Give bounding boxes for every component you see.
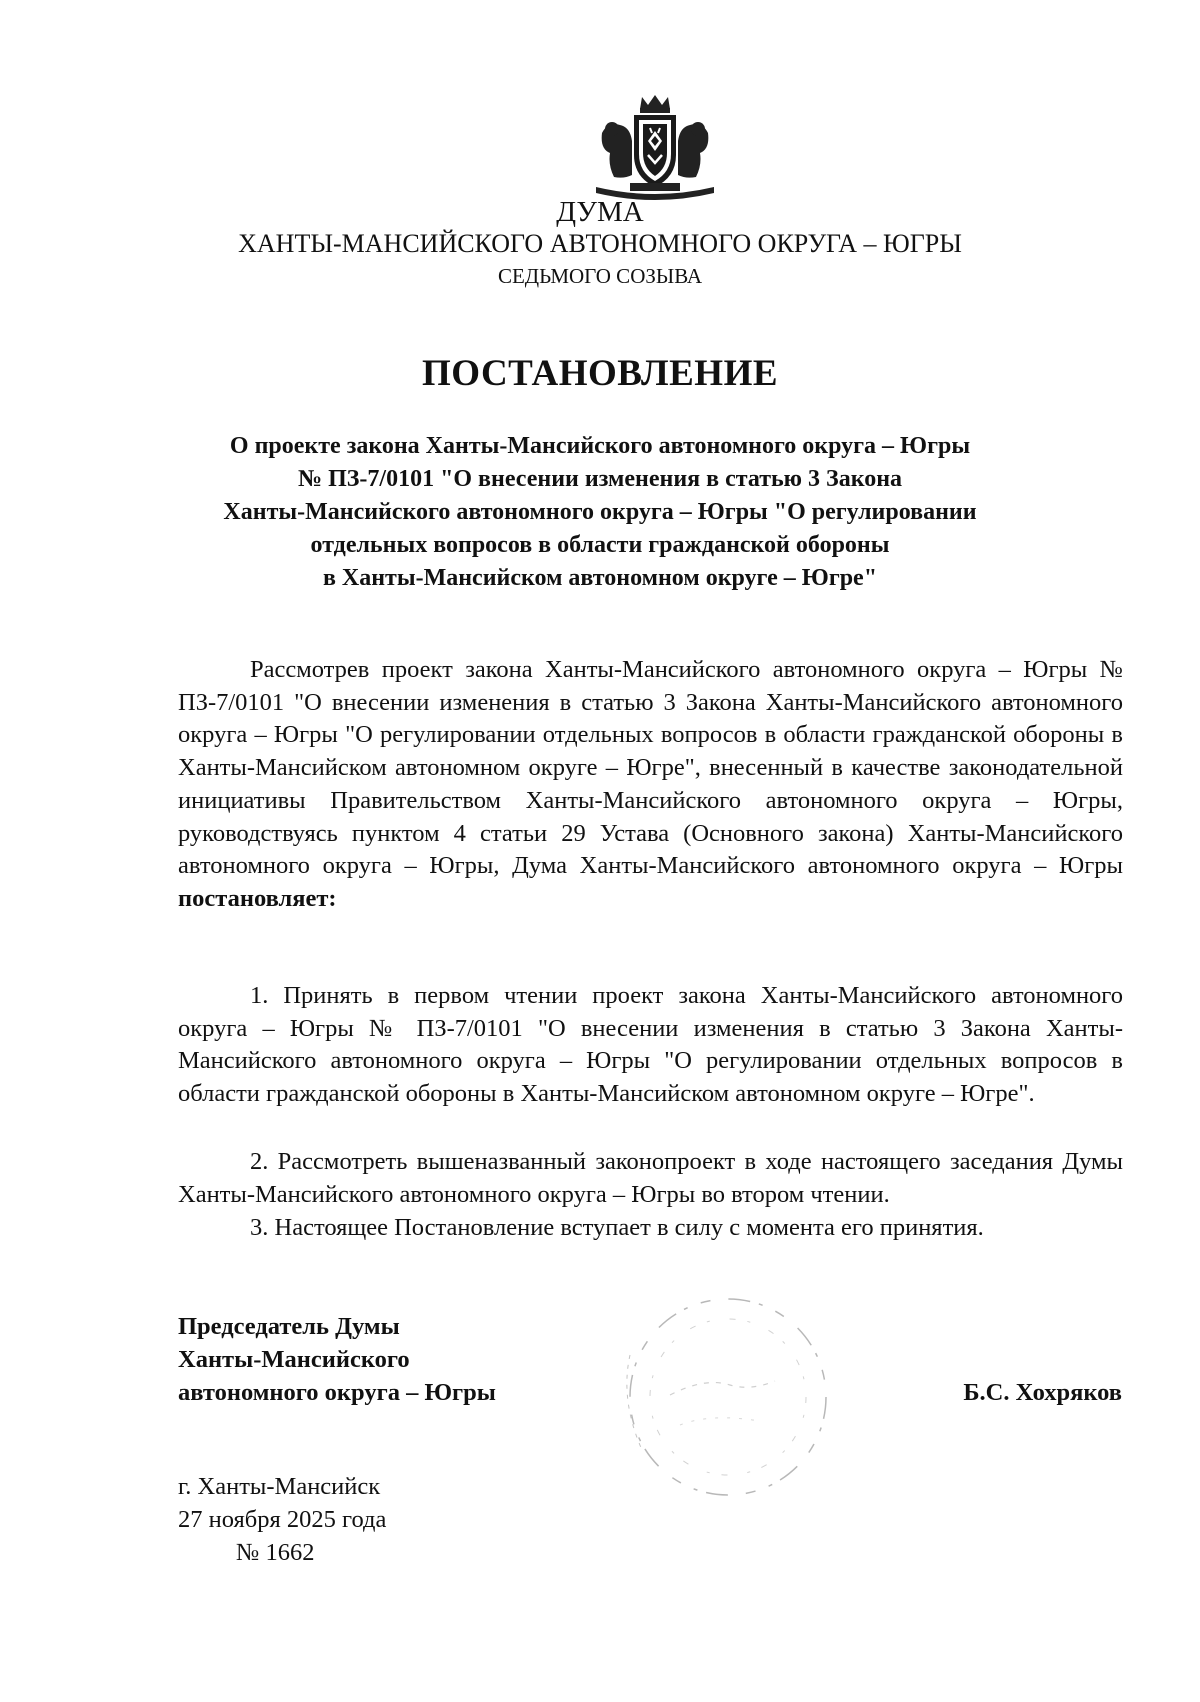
document-subject xyxy=(140,430,1060,595)
parliament-name: ДУМА xyxy=(556,196,644,228)
subject-line: в Ханты-Мансийском автономном округе – Югре" xyxy=(322,565,878,591)
preamble-paragraph xyxy=(178,654,1123,916)
resolution-item-1: 1. Принять в первом чтении проект закона Ханты-Мансийского автономного округа – Югры № ПЗ-7/0101 "О внесении изменения в статью 3 Закона Ханты-Мансийского автономного округа – Югры "О регулировании отдельных вопросов в области гражданской обороны в Ханты-Мансийском автономном округе – Югре". xyxy=(178,982,1123,1108)
document-date: 27 ноября 2025 года xyxy=(178,1506,387,1533)
convocation: СЕДЬМОГО СОЗЫВА xyxy=(497,264,703,288)
subject-line: отдельных вопросов в области гражданской обороны xyxy=(310,532,890,558)
signer-title xyxy=(178,1310,496,1409)
resolution-item-3: 3. Настоящее Постановление вступает в силу с момента его принятия. xyxy=(250,1214,984,1241)
signer-title-line: Председатель Думы xyxy=(178,1313,400,1340)
document-number: № 1662 xyxy=(236,1539,315,1566)
signer-title-line: Ханты-Мансийского xyxy=(178,1346,410,1373)
subject-line: Ханты-Мансийского автономного округа – Югры "О регулировании xyxy=(223,499,977,525)
document-type-title: ПОСТАНОВЛЕНИЕ xyxy=(421,353,779,394)
subject-line: О проекте закона Ханты-Мансийского автономного округа – Югры xyxy=(229,433,971,459)
preamble-text: Рассмотрев проект закона Ханты-Мансийского автономного округа – Югры № ПЗ-7/0101 "О внесении изменения в статью 3 Закона Ханты-Мансийского автономного округа – Югры "О регулировании отдельных вопросов в области гражданской обороны в Ханты-Мансийском автономном округе – Югре", внесенный в качестве законодательной инициативы Правительством Ханты-Мансийского автономного округа – Югры, руководствуясь пунктом 4 статьи 29 Устава (Основного закона) Ханты-Мансийского автономного округа – Югры, Дума Ханты-Мансийского автономного округа – Югры xyxy=(178,656,1123,880)
city: г. Ханты-Мансийск xyxy=(178,1473,381,1500)
subject-line: № ПЗ-7/0101 "О внесении изменения в статью 3 Закона xyxy=(297,466,903,492)
place-date-block xyxy=(178,1470,386,1569)
signer-name: Б.С. Хохряков xyxy=(963,1379,1122,1406)
signer-title-line: автономного округа – Югры xyxy=(178,1379,496,1406)
region-name: ХАНТЫ-МАНСИЙСКОГО АВТОНОМНОГО ОКРУГА – ЮГРЫ xyxy=(238,229,962,258)
faded-seal-stamp-icon xyxy=(610,1285,840,1510)
resolution-item-2: 2. Рассмотреть вышеназванный законопроект в ходе настоящего заседания Думы Ханты-Мансийского автономного округа – Югры во втором чтении. xyxy=(178,1148,1123,1208)
resolves-word: постановляет: xyxy=(178,884,337,912)
khmao-coat-of-arms-icon xyxy=(590,93,720,205)
